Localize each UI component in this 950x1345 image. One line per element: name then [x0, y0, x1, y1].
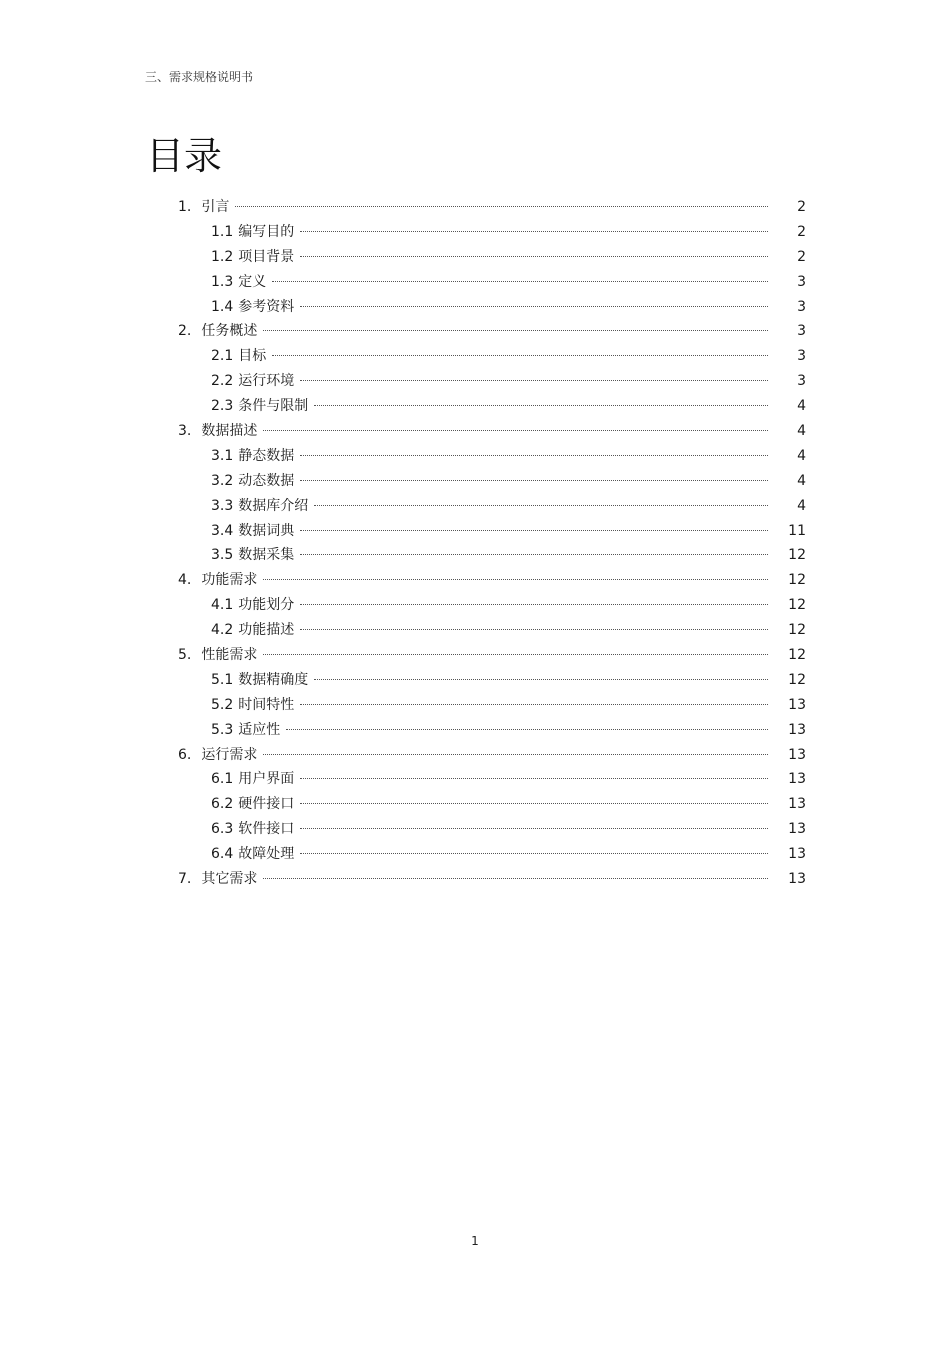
- toc-subsection-entry[interactable]: [0, 220, 950, 245]
- toc-entry-number: 3.: [178, 423, 192, 440]
- toc-entry-title: 数据采集: [238, 547, 295, 564]
- toc-section-entry[interactable]: [0, 867, 950, 892]
- toc-dot-leader: [300, 380, 768, 381]
- toc-entry-page: 12: [788, 622, 806, 639]
- toc-dot-leader: [314, 505, 768, 506]
- toc-entry-number: 1.3: [211, 273, 234, 290]
- toc-dot-leader: [263, 654, 768, 655]
- toc-subsection-entry[interactable]: [0, 543, 950, 568]
- toc-entry-title: 性能需求: [201, 647, 258, 664]
- toc-subsection-entry[interactable]: [0, 369, 950, 394]
- toc-dot-leader: [300, 853, 768, 854]
- toc-entry-title: 适应性: [238, 721, 281, 738]
- toc-entry-number: 4.2: [211, 622, 234, 639]
- toc-subsection-entry[interactable]: [0, 668, 950, 693]
- toc-dot-leader: [300, 704, 768, 705]
- toc-dot-leader: [300, 803, 768, 804]
- toc-section-entry[interactable]: [0, 643, 950, 668]
- toc-entry-title: 引言: [201, 199, 230, 215]
- toc-entry-title: 目标: [238, 348, 267, 365]
- toc-dot-leader: [263, 754, 768, 755]
- toc-entry-number: 5.2: [211, 696, 234, 713]
- toc-entry-number: 1.4: [211, 298, 234, 315]
- toc-entry-number: 2.3: [211, 398, 234, 415]
- toc-entry-title: 动态数据: [238, 472, 295, 489]
- toc-entry-title: 数据描述: [201, 423, 258, 440]
- toc-subsection-entry[interactable]: [0, 394, 950, 419]
- toc-entry-title: 条件与限制: [238, 398, 309, 415]
- toc-dot-leader: [300, 480, 768, 481]
- toc-entry-page: 3: [797, 348, 806, 365]
- toc-dot-leader: [263, 430, 768, 431]
- toc-entry-page: 11: [788, 522, 806, 539]
- toc-dot-leader: [314, 405, 768, 406]
- toc-entry-title: 任务概述: [201, 323, 258, 340]
- toc-entry-page: 3: [797, 298, 806, 315]
- toc-entry-page: 4: [797, 447, 806, 464]
- toc-entry-page: 13: [788, 721, 806, 738]
- toc-entry-page: 13: [788, 871, 806, 888]
- toc-subsection-entry[interactable]: [0, 693, 950, 718]
- toc-entry-title: 用户界面: [238, 771, 295, 788]
- toc-entry-number: 6.2: [211, 796, 234, 813]
- toc-entry-number: 5.3: [211, 721, 234, 738]
- toc-subsection-entry[interactable]: [0, 494, 950, 519]
- toc-subsection-entry[interactable]: [0, 519, 950, 544]
- toc-entry-number: 1.2: [211, 248, 234, 265]
- page-number: 1: [471, 1234, 479, 1248]
- toc-entry-page: 13: [788, 696, 806, 713]
- toc-entry-title: 硬件接口: [238, 796, 295, 813]
- toc-dot-leader: [272, 355, 768, 356]
- toc-dot-leader: [300, 554, 768, 555]
- toc-entry-title: 运行环境: [238, 373, 295, 390]
- toc-entry-page: 12: [788, 647, 806, 664]
- toc-entry-number: 6.3: [211, 821, 234, 838]
- toc-entry-title: 参考资料: [238, 298, 295, 315]
- toc-subsection-entry[interactable]: [0, 618, 950, 643]
- toc-subsection-entry[interactable]: [0, 344, 950, 369]
- toc-entry-number: 4.: [178, 572, 192, 589]
- toc-dot-leader: [263, 330, 768, 331]
- toc-entry-number: 3.3: [211, 497, 234, 514]
- toc-dot-leader: [300, 256, 768, 257]
- toc-entry-number: 7.: [178, 871, 192, 888]
- toc-entry-title: 运行需求: [201, 746, 258, 763]
- toc-section-entry[interactable]: [0, 568, 950, 593]
- toc-entry-number: 1.1: [211, 223, 234, 240]
- toc-entry-page: 12: [788, 547, 806, 564]
- toc-entry-number: 2.1: [211, 348, 234, 365]
- toc-entry-title: 编写目的: [238, 223, 295, 240]
- toc-entry-number: 3.2: [211, 472, 234, 489]
- toc-entry-page: 3: [797, 273, 806, 290]
- toc-dot-leader: [272, 281, 768, 282]
- toc-dot-leader: [300, 530, 768, 531]
- toc-entry-title: 功能划分: [238, 597, 295, 614]
- toc-entry-page: 12: [788, 597, 806, 614]
- toc-entry-number: 5.1: [211, 671, 234, 688]
- toc-entry-page: 12: [788, 572, 806, 589]
- toc-entry-number: 2.2: [211, 373, 234, 390]
- toc-entry-page: 4: [797, 398, 806, 415]
- toc-section-entry[interactable]: [0, 195, 950, 220]
- toc-entry-page: 3: [797, 323, 806, 340]
- toc-entry-page: 2: [797, 248, 806, 265]
- toc-entry-number: 2.: [178, 323, 192, 340]
- toc-entry-number: 3.4: [211, 522, 234, 539]
- toc-entry-number: 3.5: [211, 547, 234, 564]
- toc-dot-leader: [263, 579, 768, 580]
- toc-subsection-entry[interactable]: [0, 718, 950, 743]
- toc-entry-page: 13: [788, 846, 806, 863]
- toc-entry-title: 功能描述: [238, 622, 295, 639]
- toc-subsection-entry[interactable]: [0, 842, 950, 867]
- toc-dot-leader: [235, 206, 768, 207]
- toc-entry-number: 4.1: [211, 597, 234, 614]
- toc-entry-title: 定义: [238, 273, 267, 290]
- toc-entry-page: 13: [788, 771, 806, 788]
- toc-dot-leader: [300, 231, 768, 232]
- toc-entry-number: 5.: [178, 647, 192, 664]
- toc-entry-page: 2: [797, 223, 806, 240]
- toc-entry-page: 13: [788, 796, 806, 813]
- toc-dot-leader: [286, 729, 768, 730]
- toc-entry-page: 13: [788, 746, 806, 763]
- toc-subsection-entry[interactable]: [0, 295, 950, 320]
- toc-section-entry[interactable]: [0, 319, 950, 344]
- toc-subsection-entry[interactable]: [0, 593, 950, 618]
- running-header: 三、需求规格说明书: [145, 70, 254, 84]
- toc-entry-title: 时间特性: [238, 696, 295, 713]
- toc-subsection-entry[interactable]: [0, 270, 950, 295]
- toc-entry-number: 6.4: [211, 846, 234, 863]
- toc-subsection-entry[interactable]: [0, 817, 950, 842]
- toc-entry-page: 13: [788, 821, 806, 838]
- toc-dot-leader: [300, 778, 768, 779]
- toc-subsection-entry[interactable]: [0, 444, 950, 469]
- toc-dot-leader: [300, 828, 768, 829]
- toc-entry-title: 功能需求: [201, 572, 258, 589]
- toc-entry-title: 其它需求: [201, 871, 258, 888]
- toc-entry-page: 4: [797, 423, 806, 440]
- toc-entry-title: 故障处理: [238, 846, 295, 863]
- toc-section-entry[interactable]: [0, 419, 950, 444]
- toc-entry-page: 4: [797, 497, 806, 514]
- toc-entry-page: 4: [797, 472, 806, 489]
- toc-entry-title: 静态数据: [238, 447, 295, 464]
- toc-dot-leader: [300, 306, 768, 307]
- toc-entry-number: 6.: [178, 746, 192, 763]
- toc-dot-leader: [300, 455, 768, 456]
- toc-dot-leader: [300, 604, 768, 605]
- toc-entry-page: 12: [788, 671, 806, 688]
- toc-title: 目录: [146, 134, 223, 178]
- toc-subsection-entry[interactable]: [0, 792, 950, 817]
- toc-entry-title: 数据精确度: [238, 671, 309, 688]
- toc-entry-title: 数据库介绍: [238, 497, 309, 514]
- toc-entry-title: 项目背景: [238, 248, 295, 265]
- toc-entry-page: 2: [797, 199, 806, 215]
- toc-entry-title: 数据词典: [238, 522, 295, 539]
- toc-subsection-entry[interactable]: [0, 767, 950, 792]
- toc-subsection-entry[interactable]: [0, 469, 950, 494]
- toc-entry-page: 3: [797, 373, 806, 390]
- toc-dot-leader: [300, 629, 768, 630]
- toc-subsection-entry[interactable]: [0, 245, 950, 270]
- toc-entry-title: 软件接口: [238, 821, 295, 838]
- toc-section-entry[interactable]: [0, 743, 950, 768]
- table-of-contents: [0, 195, 950, 892]
- toc-dot-leader: [263, 878, 768, 879]
- toc-entry-number: 1.: [178, 199, 192, 215]
- toc-entry-number: 6.1: [211, 771, 234, 788]
- toc-dot-leader: [314, 679, 768, 680]
- toc-entry-number: 3.1: [211, 447, 234, 464]
